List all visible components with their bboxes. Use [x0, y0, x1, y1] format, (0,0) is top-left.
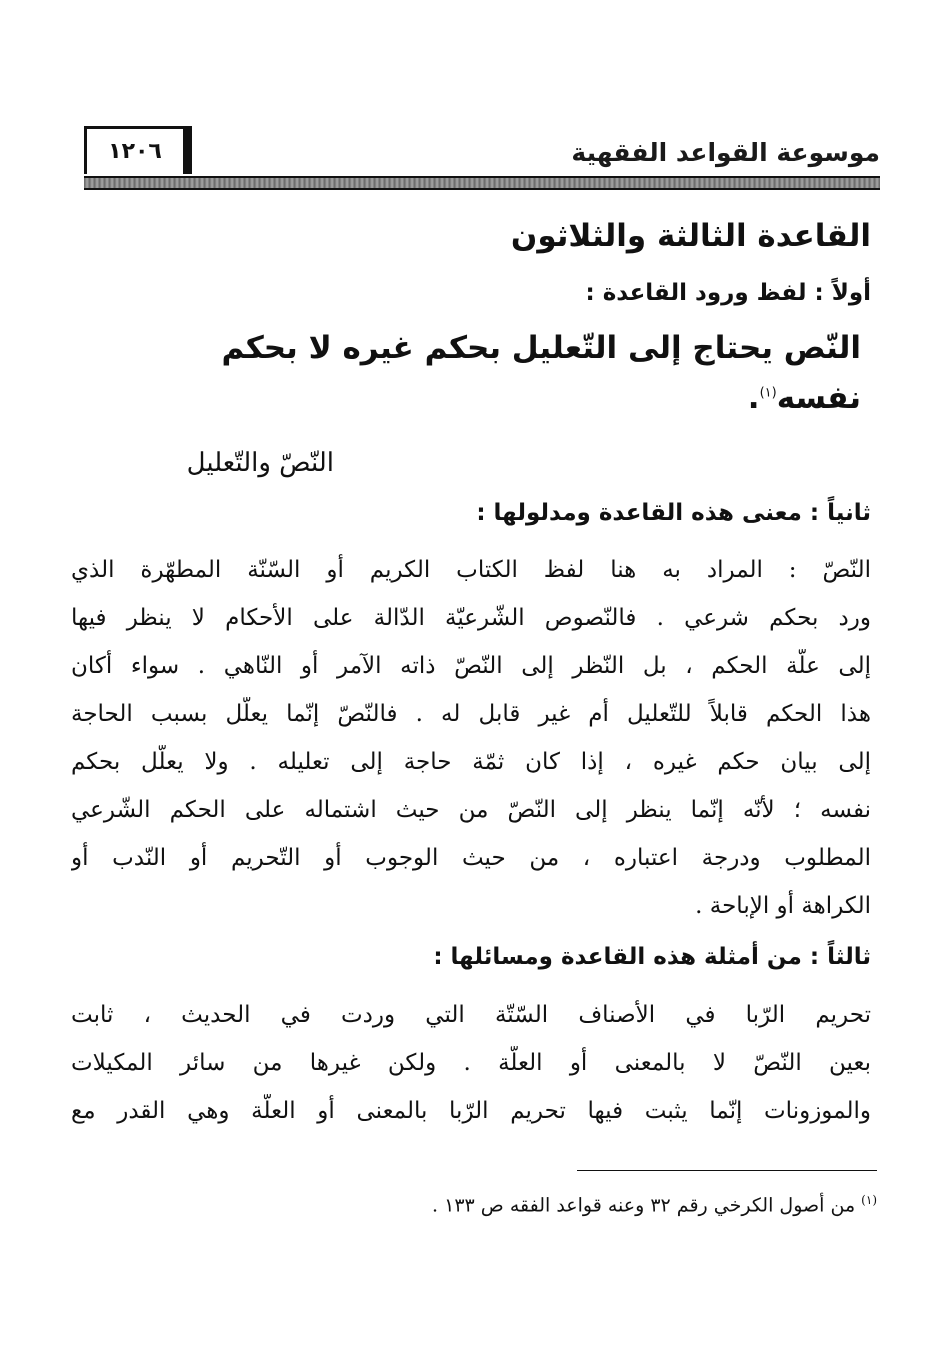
- rule-title: القاعدة الثالثة والثلاثون: [510, 218, 871, 254]
- paragraph-line: إلى علّة الحكم ، بل النّظر إلى النّصّ ذاته الآمر أو النّاهي . سواء أكان: [71, 653, 871, 679]
- book-title: موسوعة القواعد الفقهية: [571, 138, 880, 167]
- paragraph-line: ورد بحكم شرعي . فالنّصوص الشّرعيّة الدّالة على الأحكام لا ينظر فيها: [71, 605, 871, 631]
- footnote: [432, 1193, 877, 1216]
- section-heading-meaning: ثانياً : معنى هذه القاعدة ومدلولها :: [476, 500, 871, 526]
- page-header: [84, 118, 880, 190]
- paragraph-line: والموزونات إنّما يثبت فيها تحريم الرّبا بالمعنى أو العلّة وهي القدر مع: [71, 1098, 871, 1124]
- rule-statement-line-1: النّص يحتاج إلى التّعليل بحكم غيره لا بحكم: [221, 330, 861, 366]
- paragraph-line: نفسه ؛ لأنّه إنّما ينظر إلى النّصّ من حيث اشتماله على الحكم الشّرعي: [71, 797, 871, 823]
- paragraph-line: الكراهة أو الإباحة .: [695, 893, 871, 919]
- paragraph-line: بعين النّصّ لا بالمعنى أو العلّة . ولكن غيرها من سائر المكيلات: [71, 1050, 871, 1076]
- section-heading-examples: ثالثاً : من أمثلة هذه القاعدة ومسائلها :: [433, 944, 871, 970]
- subtitle: النّصّ والتّعليل: [186, 448, 334, 478]
- header-divider: [84, 176, 880, 190]
- footnote-divider: [577, 1170, 877, 1171]
- paragraph-line: إلى بيان حكم غيره ، إذا كان ثمّة حاجة إلى تعليله . ولا يعلّل بحكم: [71, 749, 871, 775]
- page-number: ١٢٠٦: [84, 126, 192, 174]
- section-heading-wording: أولاً : لفظ ورود القاعدة :: [585, 280, 871, 306]
- rule-statement-line-2: [748, 380, 861, 416]
- rule-statement-end: .: [747, 380, 760, 416]
- footnote-reference[interactable]: (١): [759, 385, 777, 401]
- paragraph-line: تحريم الرّبا في الأصناف السّتّة التي وردت في الحديث ، ثابت: [71, 1002, 871, 1028]
- paragraph-line: المطلوب ودرجة اعتباره ، من حيث الوجوب أو التّحريم أو النّدب أو: [71, 845, 871, 871]
- rule-statement-word: نفسه: [776, 380, 861, 416]
- footnote-text: من أصول الكرخي رقم ٣٢ وعنه قواعد الفقه ص ١٣٣ .: [432, 1194, 856, 1217]
- paragraph-line: هذا الحكم قابلاً للتّعليل أم غير قابل له . فالنّصّ إنّما يعلّل بسبب الحاجة: [71, 701, 871, 727]
- footnote-marker: (١): [861, 1193, 877, 1207]
- paragraph-line: النّصّ : المراد به هنا لفظ الكتاب الكريم أو السّنّة المطهّرة الذي: [71, 557, 871, 583]
